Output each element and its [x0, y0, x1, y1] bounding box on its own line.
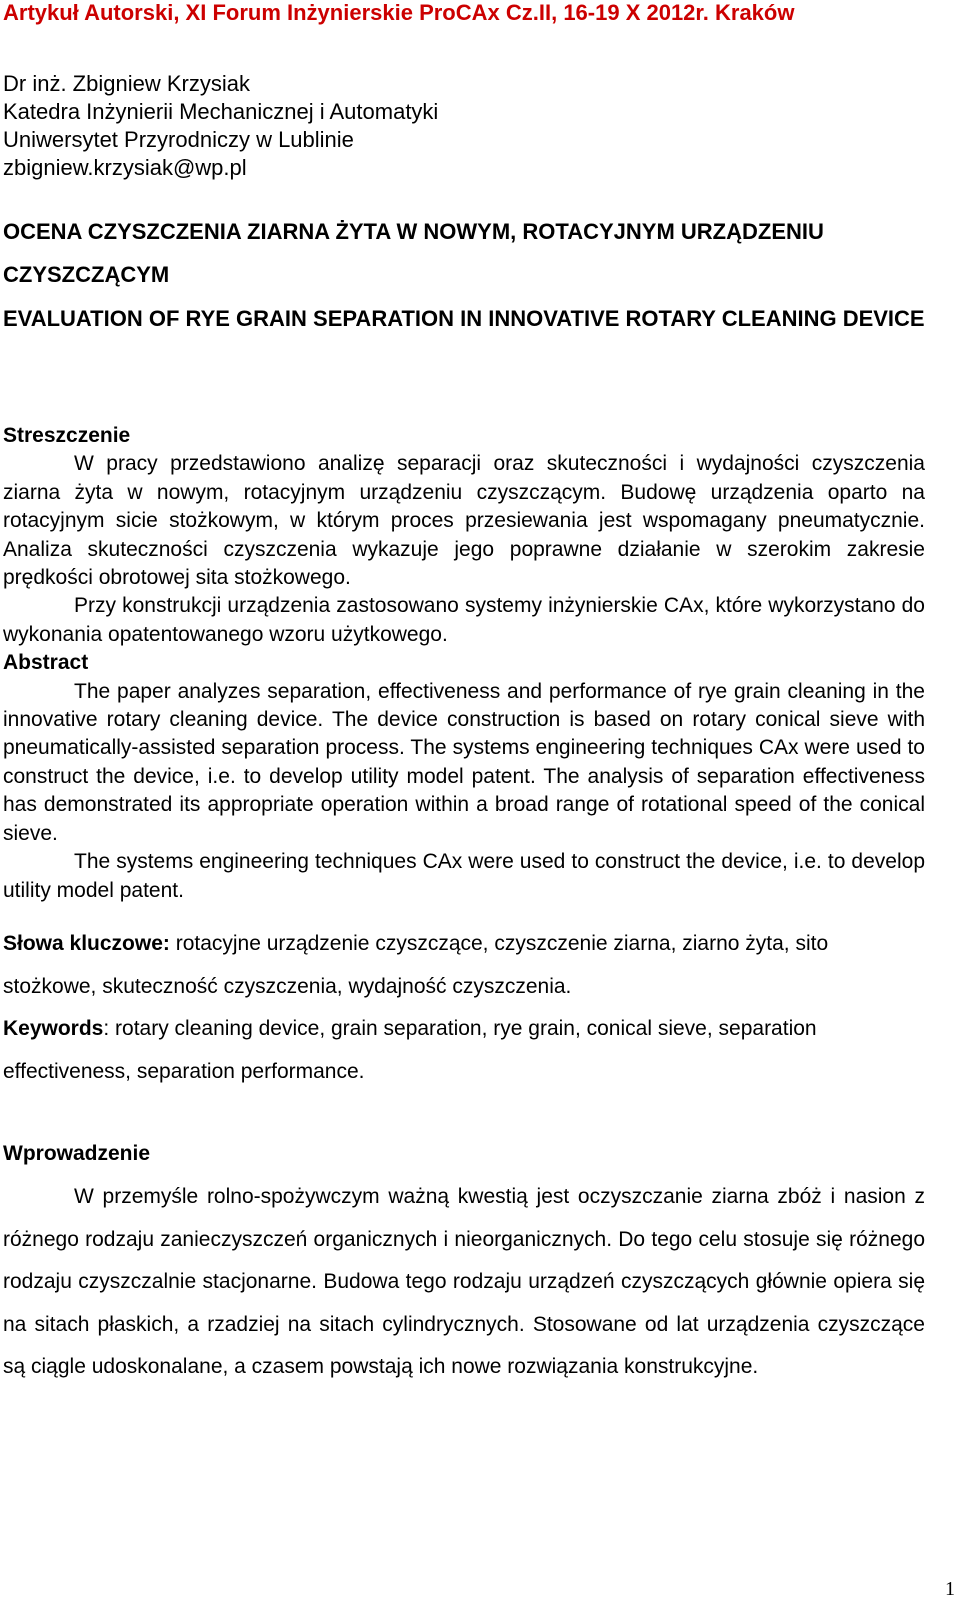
keywords-polish-text: rotacyjne urządzenie czyszczące, czyszczenie ziarna, ziarno żyta, sito stożkowe, skuteczność czyszczenia, wydajność czyszczenia. — [3, 932, 829, 998]
keywords-english-text: : rotary cleaning device, grain separation, rye grain, conical sieve, separation effectiveness, separation performance. — [3, 1017, 817, 1083]
author-department: Katedra Inżynierii Mechanicznej i Automatyki — [3, 99, 439, 124]
abstract-paragraph-2: The systems engineering techniques CAx were used to construct the device, i.e. to develop utility model patent. — [3, 850, 925, 902]
keywords-polish — [3, 922, 925, 1008]
author-email[interactable]: zbigniew.krzysiak@wp.pl — [3, 155, 247, 180]
introduction-heading: Wprowadzenie — [3, 1142, 151, 1165]
author-name: Dr inż. Zbigniew Krzysiak — [3, 71, 250, 96]
introduction-paragraph: W przemyśle rolno-spożywczym ważną kwestią jest oczyszczanie ziarna zbóż i nasion z różnego rodzaju zanieczyszczeń organicznych i nieorganicznych. Do tego celu stosuje się różnego rodzaju czyszczalnie stacjonarne. Budowa tego rodzaju urządzeń czyszczących głównie opiera się na sitach płaskich, a rzadziej na sitach cylindrycznych. Stosowane od lat urządzenia czyszczące są ciągle udoskonalane, a czasem powstają ich nowe rozwiązania konstrukcyjne. — [3, 1185, 925, 1378]
author-block — [3, 70, 438, 182]
streszczenie-paragraph-1: W pracy przedstawiono analizę separacji oraz skuteczności i wydajności czyszczenia ziarna żyta w nowym, rotacyjnym urządzeniu czyszczącym. Budowę urządzenia oparto na rotacyjnym sicie stożkowym, w którym proces przesiewania jest wspomagany pneumatycznie. Analiza skuteczności czyszczenia wykazuje jego poprawne działanie w szerokim zakresie prędkości obrotowej sita stożkowego. — [3, 452, 925, 590]
conference-header: Artykuł Autorski, XI Forum Inżynierskie ProCAx Cz.II, 16-19 X 2012r. Kraków — [3, 0, 795, 25]
title-polish: OCENA CZYSZCZENIA ZIARNA ŻYTA W NOWYM, ROTACYJNYM URZĄDZENIU CZYSZCZĄCYM — [3, 219, 824, 287]
abstract-paragraph-1: The paper analyzes separation, effectiveness and performance of rye grain cleaning in the innovative rotary cleaning device. The device construction is based on rotary conical sieve with pneumatically-assisted separation process. The systems engineering techniques CAx were used to construct the device, i.e. to develop utility model patent. The analysis of separation effectiveness has demonstrated its appropriate operation within a broad range of rotational speed of the conical sieve. — [3, 679, 925, 845]
abstract-heading: Abstract — [3, 651, 89, 675]
keywords-polish-label: Słowa kluczowe: — [3, 932, 170, 955]
title-english: EVALUATION OF RYE GRAIN SEPARATION IN INNOVATIVE ROTARY CLEANING DEVICE — [3, 306, 925, 331]
keywords-english — [3, 1007, 925, 1093]
page-number: 1 — [945, 1578, 955, 1600]
streszczenie-paragraph-2: Przy konstrukcji urządzenia zastosowano systemy inżynierskie CAx, które wykorzystano do wykonania opatentowanego wzoru użytkowego. — [3, 594, 925, 646]
author-university: Uniwersytet Przyrodniczy w Lublinie — [3, 127, 354, 152]
keywords-english-label: Keywords — [3, 1017, 104, 1040]
streszczenie-section — [3, 422, 925, 905]
streszczenie-heading: Streszczenie — [3, 424, 131, 447]
introduction-section — [3, 1140, 925, 1389]
